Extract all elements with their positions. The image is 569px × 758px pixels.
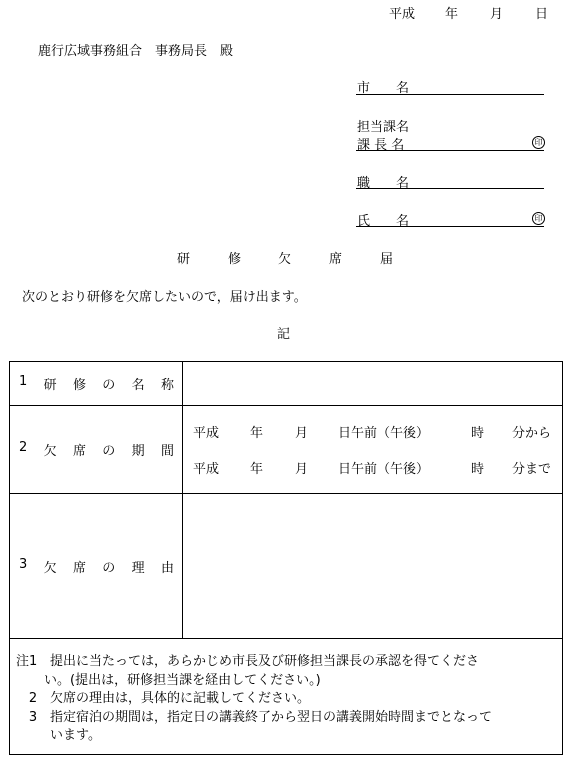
note-item <box>16 653 556 672</box>
period-day-ampm: 日午前（午後） <box>338 426 430 441</box>
note-text: 指定宿泊の期間は，指定日の講義終了から翌日の講義開始時間までとなって <box>50 709 493 725</box>
label-char: 由 <box>160 560 174 576</box>
note-number: 3 <box>28 709 38 725</box>
name-underline <box>356 226 544 227</box>
note-item <box>16 690 556 709</box>
label-char: の <box>102 444 116 459</box>
position-label: 職 名 <box>357 176 410 191</box>
name-label: 氏 名 <box>357 214 410 229</box>
title-char: 届 <box>380 252 394 267</box>
label-char: の <box>102 560 116 576</box>
city-label: 市 名 <box>357 81 410 96</box>
title-char: 欠 <box>278 252 292 267</box>
row-number: 3 <box>19 556 28 572</box>
title-char: 研 <box>177 252 191 267</box>
label-char: 研 <box>43 378 57 393</box>
label-char: 修 <box>72 378 86 393</box>
row-training-name <box>10 362 563 406</box>
dept-label: 担当課名 <box>357 120 410 135</box>
period-month: 月 <box>295 426 309 441</box>
period-day-ampm: 日午前（午後） <box>338 462 430 477</box>
note-text-continued: います。 <box>50 728 101 743</box>
label-char: 席 <box>72 444 86 459</box>
label-char: の <box>102 378 116 393</box>
period-to-line <box>183 459 562 477</box>
note-text: 欠席の理由は，具体的に記載してください。 <box>50 691 311 706</box>
row-absence-reason <box>10 494 563 639</box>
training-name-input[interactable] <box>183 362 563 406</box>
position-underline <box>356 188 544 189</box>
period-minute-from: 分から <box>512 426 552 441</box>
label-char: 期 <box>131 444 145 459</box>
intro-text: 次のとおり研修を欠席したいので，届け出ます。 <box>22 290 307 305</box>
seal-icon: 印 <box>532 212 545 225</box>
note-number: 2 <box>28 691 38 706</box>
period-year: 年 <box>250 462 264 477</box>
notes-cell <box>10 639 563 755</box>
period-hour: 時 <box>471 462 485 477</box>
label-char: 理 <box>131 560 145 576</box>
date-month: 月 <box>490 7 504 22</box>
chief-underline <box>356 150 544 151</box>
period-month: 月 <box>295 462 309 477</box>
period-era: 平成 <box>193 462 220 477</box>
period-hour: 時 <box>471 426 485 441</box>
label-char: 欠 <box>43 444 57 459</box>
period-year: 年 <box>250 426 264 441</box>
date-year: 年 <box>445 7 459 22</box>
absence-reason-input[interactable] <box>183 494 563 639</box>
title-char: 修 <box>228 252 242 267</box>
note-number: 注1 <box>16 654 38 669</box>
row-number: 2 <box>19 440 28 455</box>
row-notes <box>10 639 563 755</box>
absence-period-label-cell <box>10 406 183 494</box>
note-text-continued: い。(提出は，研修担当課を経由してください。) <box>44 672 321 688</box>
note-item <box>16 709 556 728</box>
row-number: 1 <box>19 374 28 389</box>
city-underline <box>356 94 544 95</box>
label-char: 称 <box>160 378 174 393</box>
note-text: 提出に当たっては，あらかじめ市長及び研修担当課長の承認を得てくださ <box>50 654 480 669</box>
chief-label: 課 長 名 <box>357 138 405 153</box>
addressee: 鹿行広域事務組合 事務局長 殿 <box>38 44 234 59</box>
date-era: 平成 <box>389 7 416 22</box>
training-name-label-cell <box>10 362 183 406</box>
period-era: 平成 <box>193 426 220 441</box>
label-char: 間 <box>160 444 174 459</box>
absence-reason-label-cell <box>10 494 183 639</box>
absence-form-table <box>9 361 563 755</box>
period-minute-to: 分まで <box>512 462 552 477</box>
row-absence-period <box>10 406 563 494</box>
date-day: 日 <box>535 7 549 22</box>
ki-label: 記 <box>277 327 291 342</box>
label-char: 名 <box>131 378 145 393</box>
label-char: 席 <box>72 560 86 576</box>
absence-period-cell[interactable] <box>183 406 563 494</box>
label-char: 欠 <box>43 560 57 576</box>
period-from-line <box>183 423 562 441</box>
title-char: 席 <box>329 252 343 267</box>
seal-icon: 印 <box>532 136 545 149</box>
